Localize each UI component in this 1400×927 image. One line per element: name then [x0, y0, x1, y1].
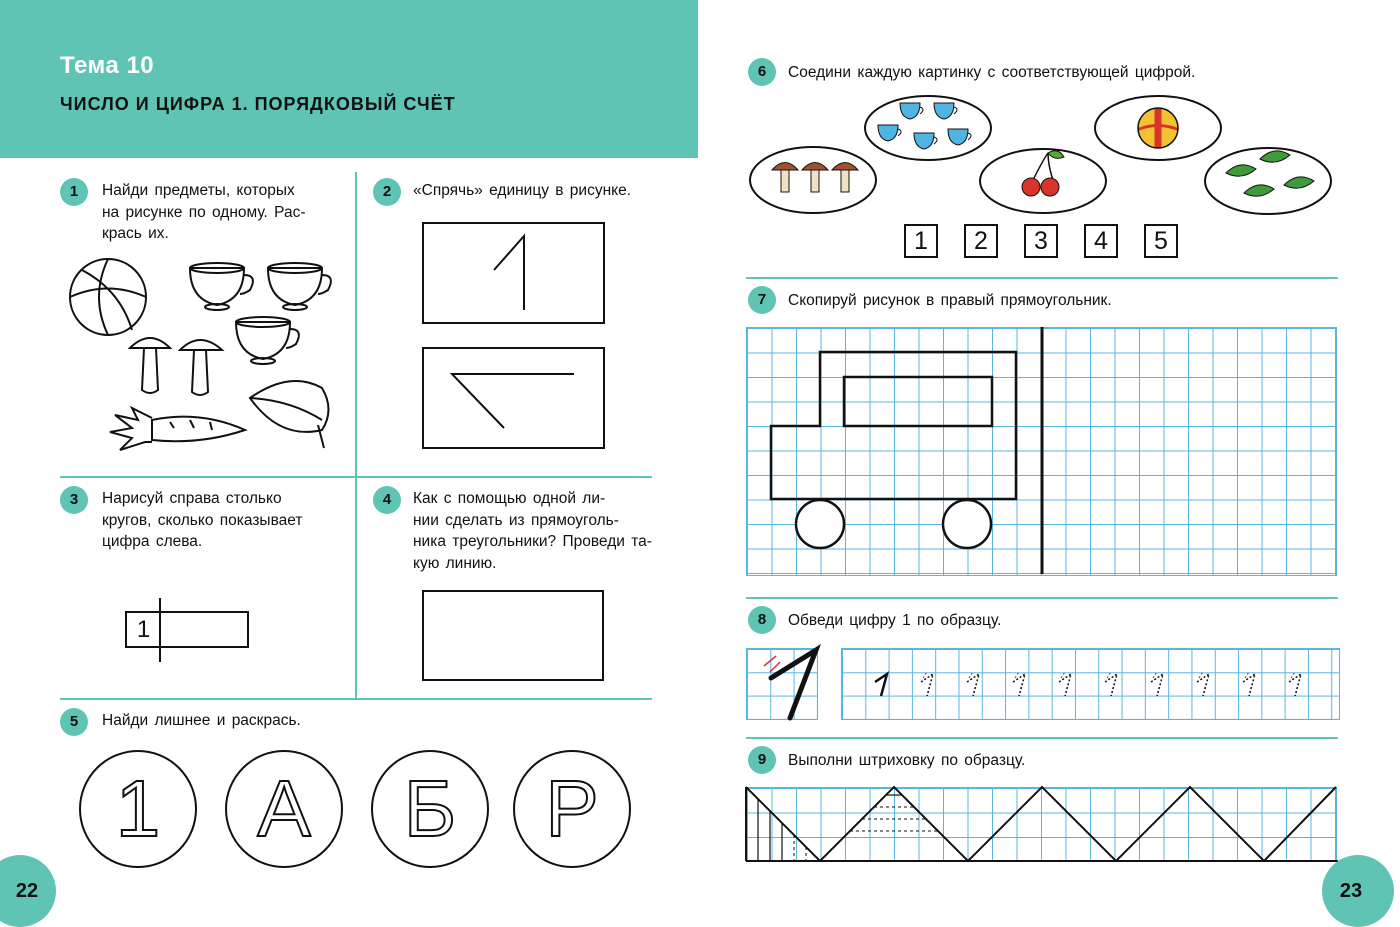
task-4-rectangle — [422, 590, 604, 681]
leaf-icon — [1260, 151, 1290, 162]
task-text-line: Найди предметы, которых — [102, 182, 295, 199]
ball-icon — [70, 259, 146, 335]
outlined-glyph: 1 — [115, 764, 161, 853]
cherry-icon — [1022, 151, 1064, 196]
truck-drawing — [746, 327, 1338, 577]
task-6-pictures — [748, 95, 1338, 220]
cup-icon — [948, 129, 971, 145]
digit-one-stroke — [494, 236, 524, 310]
task-3-digit: 1 — [136, 616, 151, 643]
task-text-line: Обведи цифру 1 по образцу. — [788, 612, 1002, 629]
ball-ellipse — [1095, 96, 1221, 160]
task-2-drawing — [422, 222, 607, 452]
rectangle-shape — [423, 348, 604, 448]
mushroom-icon — [180, 340, 222, 395]
task-3-separator — [159, 598, 161, 662]
column-divider — [355, 172, 357, 698]
task-text-line: крась их. — [102, 225, 169, 242]
row-divider — [60, 476, 652, 478]
task-number-badge: 6 — [748, 58, 776, 86]
topic-subtitle: ЧИСЛО И ЦИФРА 1. ПОРЯДКОВЫЙ СЧЁТ — [60, 94, 456, 114]
row-divider — [746, 737, 1338, 739]
task-number-badge: 1 — [60, 178, 88, 206]
row-divider — [60, 698, 652, 700]
task-text-line: Найди лишнее и раскрась. — [102, 712, 301, 729]
letter-circle — [372, 751, 488, 867]
leaf-icon — [1244, 185, 1274, 196]
mushroom-icon — [802, 163, 828, 193]
cup-icon — [914, 133, 937, 149]
page-number-text: 22 — [15, 880, 39, 902]
task-5-letters — [78, 748, 638, 870]
carrot-icon — [110, 408, 245, 450]
tracing-digits — [841, 648, 1338, 720]
task-text-line: на рисунке по одному. Рас- — [102, 203, 306, 221]
task-text-line: цифра слева. — [102, 533, 203, 550]
task-9-text — [788, 750, 1328, 772]
task-text-line: Скопируй рисунок в правый прямоугольник. — [788, 292, 1112, 309]
letter-circle — [514, 751, 630, 867]
number-box[interactable]: 5 — [1144, 224, 1178, 258]
leaf-icon — [1226, 165, 1256, 176]
task-number-badge: 9 — [748, 746, 776, 774]
topic-title: Тема 10 — [60, 52, 155, 79]
task-5-text — [102, 710, 402, 732]
row-divider — [746, 597, 1338, 599]
task-number-badge: 4 — [373, 486, 401, 514]
task-number-badge: 8 — [748, 606, 776, 634]
cherry-ellipse — [980, 149, 1106, 213]
task-text-line: Выполни штриховку по образцу. — [788, 752, 1026, 769]
task-7-text — [788, 290, 1328, 312]
cups-ellipse — [865, 96, 991, 160]
task-4-text — [413, 488, 658, 574]
task-number-badge: 5 — [60, 708, 88, 736]
mushroom-icon — [772, 163, 798, 193]
task-number-badge: 3 — [60, 486, 88, 514]
letter-circle — [80, 751, 196, 867]
hidden-one-stroke — [452, 374, 574, 428]
ball-icon — [1138, 108, 1178, 148]
task-number-badge: 2 — [373, 178, 401, 206]
number-box[interactable]: 3 — [1024, 224, 1058, 258]
leaves-ellipse — [1205, 148, 1331, 214]
mushrooms-ellipse — [750, 147, 876, 213]
task-1-illustration — [60, 250, 350, 465]
task-8-text — [788, 610, 1328, 632]
task-2-text — [413, 180, 653, 202]
task-text-line: кую линию. — [413, 554, 497, 572]
page-number-text: 23 — [1339, 880, 1363, 902]
task-text-line: Соедини каждую картинку с соответствующей цифрой. — [788, 64, 1196, 81]
row-divider — [746, 277, 1338, 279]
outlined-glyph: Р — [545, 764, 599, 853]
letter-circle — [226, 751, 342, 867]
task-number-badge: 7 — [748, 286, 776, 314]
truck-window — [844, 377, 992, 426]
cup-icon — [934, 103, 957, 119]
number-box[interactable]: 1 — [904, 224, 938, 258]
mushroom-icon — [130, 338, 170, 393]
task-text-line: «Спрячь» единицу в рисунке. — [413, 182, 632, 199]
task-text-line: Как с помощью одной ли- — [413, 490, 606, 507]
outlined-glyph: Б — [403, 764, 457, 853]
cup-icon — [268, 263, 331, 310]
truck-wheel — [943, 500, 991, 548]
task-text-line: кругов, сколько показывает — [102, 511, 303, 529]
leaf-icon — [250, 381, 329, 448]
task-6-text — [788, 62, 1348, 84]
cup-icon — [900, 103, 923, 119]
leaf-icon — [1284, 177, 1314, 188]
rectangle-shape — [423, 223, 604, 323]
number-box[interactable]: 4 — [1084, 224, 1118, 258]
number-box[interactable]: 2 — [964, 224, 998, 258]
task-3-text — [102, 488, 342, 553]
hatching-zigzag — [746, 787, 1338, 863]
cup-icon — [878, 125, 901, 141]
sample-digit-one — [746, 648, 818, 720]
cup-icon — [190, 263, 253, 310]
cup-icon — [236, 317, 299, 364]
task-1-text — [102, 180, 342, 245]
truck-wheel — [796, 500, 844, 548]
task-text-line: нии сделать из прямоуголь- — [413, 511, 619, 529]
mushroom-icon — [832, 163, 858, 193]
task-text-line: ника треугольники? Проведи та- — [413, 533, 652, 550]
page-number-right — [1322, 855, 1394, 927]
page-number-left — [0, 855, 56, 927]
outlined-glyph: А — [257, 764, 311, 853]
task-text-line: Нарисуй справа столько — [102, 490, 282, 507]
